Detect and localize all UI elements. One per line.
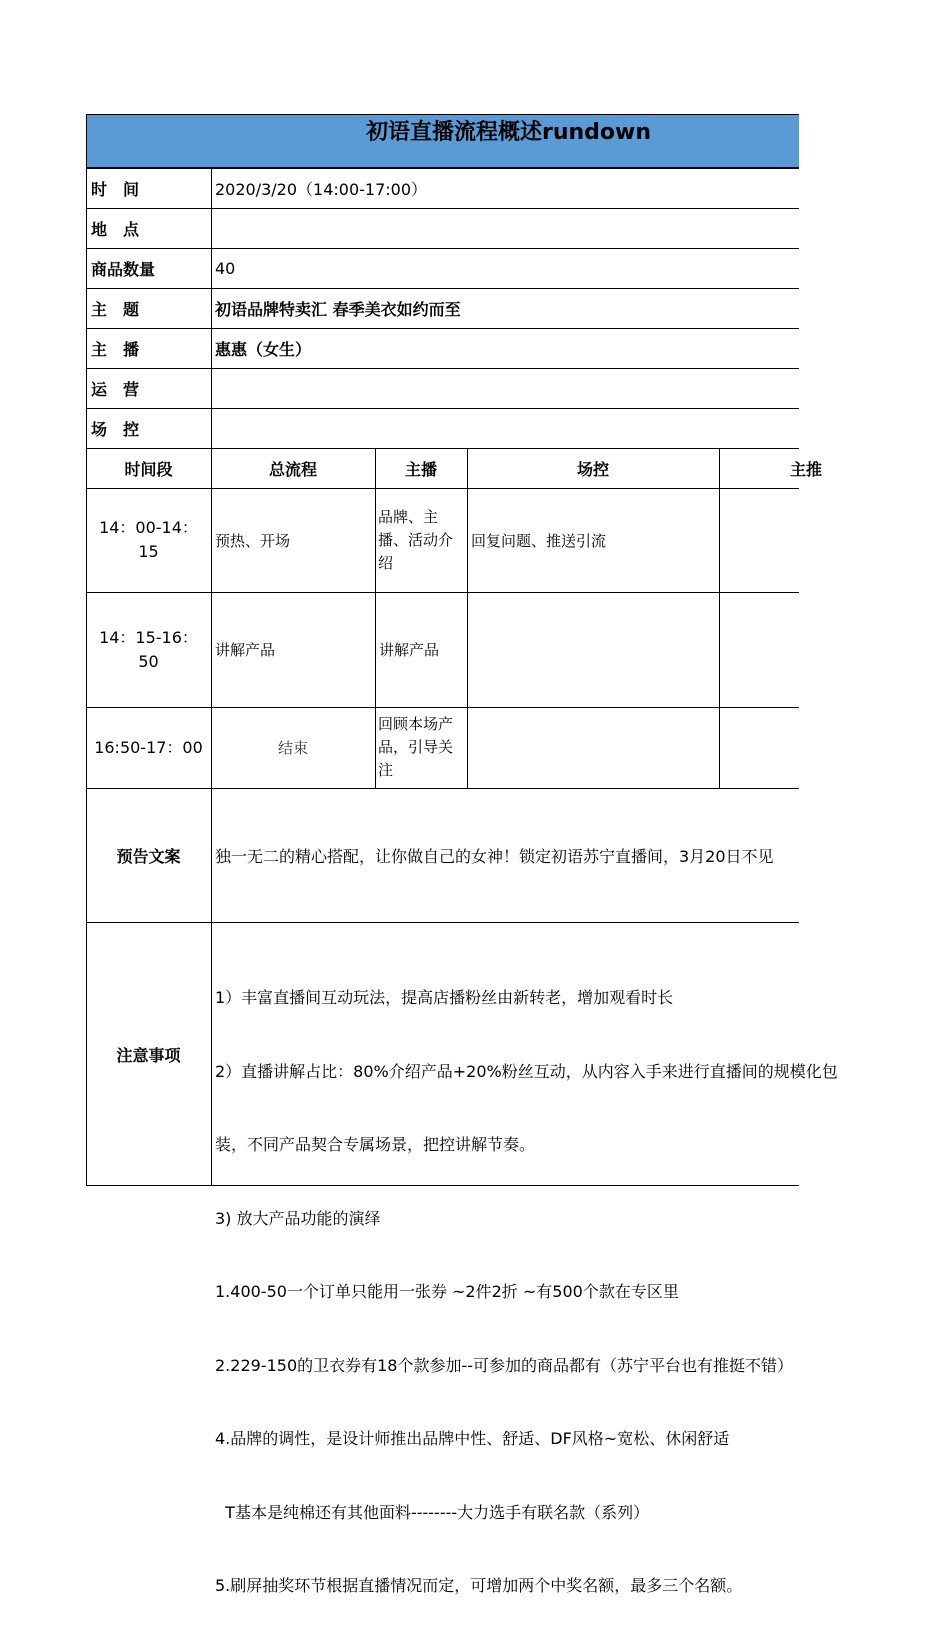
label-theme: 主 题 xyxy=(91,299,140,319)
grid-line xyxy=(86,922,799,923)
notes-line: 5.刷屏抽奖环节根据直播情况而定，可增加两个中奖名额，最多三个名额。 xyxy=(215,1576,743,1595)
grid-line xyxy=(375,448,376,788)
value-host: 惠惠（女生） xyxy=(215,339,312,359)
label-time: 时 间 xyxy=(91,179,140,199)
preview-text: 独一无二的精心搭配，让你做自己的女神！锁定初语苏宁直播间，3月20日不见 xyxy=(215,846,774,866)
header-flow: 总流程 xyxy=(268,459,317,479)
row1-flow: 预热、开场 xyxy=(215,531,291,550)
row3-host: 回顾本场产品，引导关注 xyxy=(378,715,454,779)
notes-label: 注意事项 xyxy=(116,1045,181,1065)
grid-line xyxy=(86,368,799,369)
grid-line xyxy=(86,114,87,1186)
label-quantity: 商品数量 xyxy=(91,259,156,279)
value-location xyxy=(211,208,811,248)
row1-main xyxy=(719,488,893,592)
notes-line: 1）丰富直播间互动玩法，提高店播粉丝由新转老，增加观看时长 xyxy=(215,988,674,1007)
value-quantity: 40 xyxy=(215,258,236,278)
row2-control xyxy=(467,592,719,707)
row2-time: 14：15-16：50 xyxy=(99,627,198,671)
grid-line xyxy=(86,248,799,249)
value-theme: 初语品牌特卖汇 春季美衣如约而至 xyxy=(215,299,461,319)
header-main: 主推 xyxy=(789,459,822,479)
row2-host: 讲解产品 xyxy=(379,641,440,659)
row1-control: 回复问题、推送引流 xyxy=(471,531,607,550)
grid-line xyxy=(86,592,799,593)
grid-line xyxy=(467,448,468,788)
notes-content xyxy=(215,937,935,1648)
grid-line xyxy=(86,788,799,789)
preview-label: 预告文案 xyxy=(116,846,181,866)
grid-line xyxy=(86,288,799,289)
notes-line: 2.229-150的卫衣券有18个款参加--可参加的商品都有（苏宁平台也有推挺不错） xyxy=(215,1355,794,1375)
grid-line xyxy=(211,168,212,1186)
label-location: 地 点 xyxy=(91,219,140,239)
grid-line xyxy=(86,448,799,449)
label-operations: 运 营 xyxy=(91,379,140,399)
grid-line xyxy=(86,208,799,209)
value-control xyxy=(211,408,811,448)
notes-line: 装，不同产品契合专属场景，把控讲解节奏。 xyxy=(215,1135,536,1154)
notes-line: T基本是纯棉还有其他面料--------大力选手有联名款（系列） xyxy=(215,1502,650,1522)
value-time: 2020/3/20（14:00-17:00） xyxy=(215,179,428,199)
row1-time: 14：00-14：15 xyxy=(99,518,198,561)
label-host: 主 播 xyxy=(91,339,140,359)
row3-flow: 结束 xyxy=(277,738,308,757)
row2-flow: 讲解产品 xyxy=(215,641,276,659)
row3-control xyxy=(467,707,719,788)
notes-line: 4.品牌的调性，是设计师推出品牌中性、舒适、DF风格~宽松、休闲舒适 xyxy=(215,1429,730,1448)
row3-time: 16:50-17：00 xyxy=(94,737,203,757)
header-control: 场控 xyxy=(576,459,609,479)
notes-line: 1.400-50一个订单只能用一张券 ~2件2折 ~有500个款在专区里 xyxy=(215,1282,679,1301)
value-operations xyxy=(211,368,811,408)
grid-line xyxy=(86,168,799,169)
header-time: 时间段 xyxy=(124,459,173,479)
label-control: 场 控 xyxy=(91,419,140,439)
grid-line xyxy=(719,448,720,788)
grid-line xyxy=(86,707,799,708)
sheet-title: 初语直播流程概述rundown xyxy=(365,120,652,145)
row1-host: 品牌、主播、活动介绍 xyxy=(378,507,454,572)
notes-line: 2）直播讲解占比：80%介绍产品+20%粉丝互动，从内容入手来进行直播间的规模化包 xyxy=(215,1061,838,1081)
grid-line xyxy=(86,408,799,409)
header-host: 主播 xyxy=(404,459,437,479)
grid-line xyxy=(86,1185,799,1186)
row2-main xyxy=(719,592,893,707)
row3-main xyxy=(719,707,893,788)
grid-line xyxy=(86,488,799,489)
rundown-sheet xyxy=(86,114,838,1595)
grid-line xyxy=(86,328,799,329)
notes-line: 3) 放大产品功能的演绎 xyxy=(215,1208,381,1228)
